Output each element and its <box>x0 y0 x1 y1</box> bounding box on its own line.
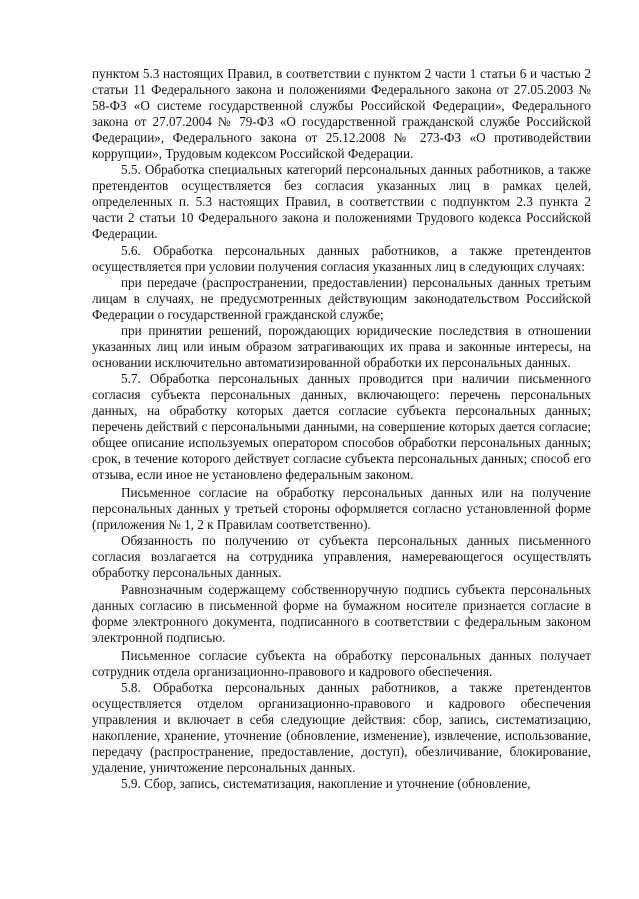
paragraph-5-9: 5.9. Сбор, запись, систематизация, накопление и уточнение (обновление, <box>121 776 531 792</box>
paragraph-5-6-case-transfer: при передаче (распространении, предоставлении) персональных данных третьим лицам в случаях, не предусмотренных действующим законодательством Российской Федерации о государственной гражданской службе; <box>92 274 591 322</box>
paragraph-consent-obligation: Обязанность по получению от субъекта персональных данных письменного согласия возлагается на сотрудника управления, намеревающегося осуществлять обработку персональных данных. <box>92 533 591 581</box>
paragraph-5-8: 5.8. Обработка персональных данных работников, а также претендентов осуществляется отделом организационно-правового и кадрового обеспечения управления и включает в себя следующие действия: сбор, запись, систематизацию, накопление, хранение, уточнение (обновление, изменение), извлечение, использование, передачу (распространение, предоставление, доступ), обезличивание, блокирование, удаление, уничтожение персональных данных. <box>92 679 591 776</box>
paragraph-continuation: пунктом 5.3 настоящих Правил, в соответствии с пунктом 2 части 1 статьи 6 и частью 2 статьи 11 Федерального закона и положениями Федерального закона от 27.05.2003 № 58-ФЗ «О системе государственной службы Российской Федерации», Федерального закона от 27.07.2004 № 79-ФЗ «О государственной гражданской службе Российской Федерации», Федерального закона от 25.12.2008 № 273-ФЗ «О противодействии коррупции», Трудовым кодексом Российской Федерации. <box>92 66 591 162</box>
paragraph-consent-receiver: Письменное согласие субъекта на обработку персональных данных получает сотрудник отдела организационно-правового и кадрового обеспечения. <box>92 647 591 679</box>
document-page <box>92 66 591 792</box>
paragraph-5-5: 5.5. Обработка специальных категорий персональных данных работников, а также претендентов осуществляется без согласия указанных лиц в рамках целей, определенных п. 5.3 настоящих Правил, в соответствии с подпунктом 2.3 пункта 2 части 2 статьи 10 Федерального закона и положениями Трудового кодекса Российской Федерации. <box>92 162 591 242</box>
paragraph-5-6: 5.6. Обработка персональных данных работников, а также претендентов осуществляется при условии получения согласия указанных лиц в следующих случаях: <box>92 242 591 274</box>
paragraph-written-consent-form: Письменное согласие на обработку персональных данных или на получение персональных данных у третьей стороны оформляется согласно установленной форме (приложения № 1, 2 к Правилам соответственно). <box>92 485 591 533</box>
paragraph-5-6-case-decisions: при принятии решений, порождающих юридические последствия в отношении указанных лиц или иным образом затрагивающих их права и законные интересы, на основании исключительно автоматизированной обработки их персональных данных. <box>92 322 591 370</box>
paragraph-5-7: 5.7. Обработка персональных данных проводится при наличии письменного согласия субъекта персональных данных, включающего: перечень персональных данных, на обработку которых дается согласие субъекта персональных данных; перечень действий с персональными данными, на совершение которых дается согласие; общее описание используемых оператором способов обработки персональных данных; срок, в течение которого действует согласие субъекта персональных данных; способ его отзыва, если иное не установлено федеральным законом. <box>92 370 591 483</box>
paragraph-electronic-consent: Равнозначным содержащему собственноручную подпись субъекта персональных данных согласию в письменной форме на бумажном носителе признается согласие в форме электронного документа, подписанного в соответствии с федеральным законом электронной подписью. <box>92 581 591 645</box>
